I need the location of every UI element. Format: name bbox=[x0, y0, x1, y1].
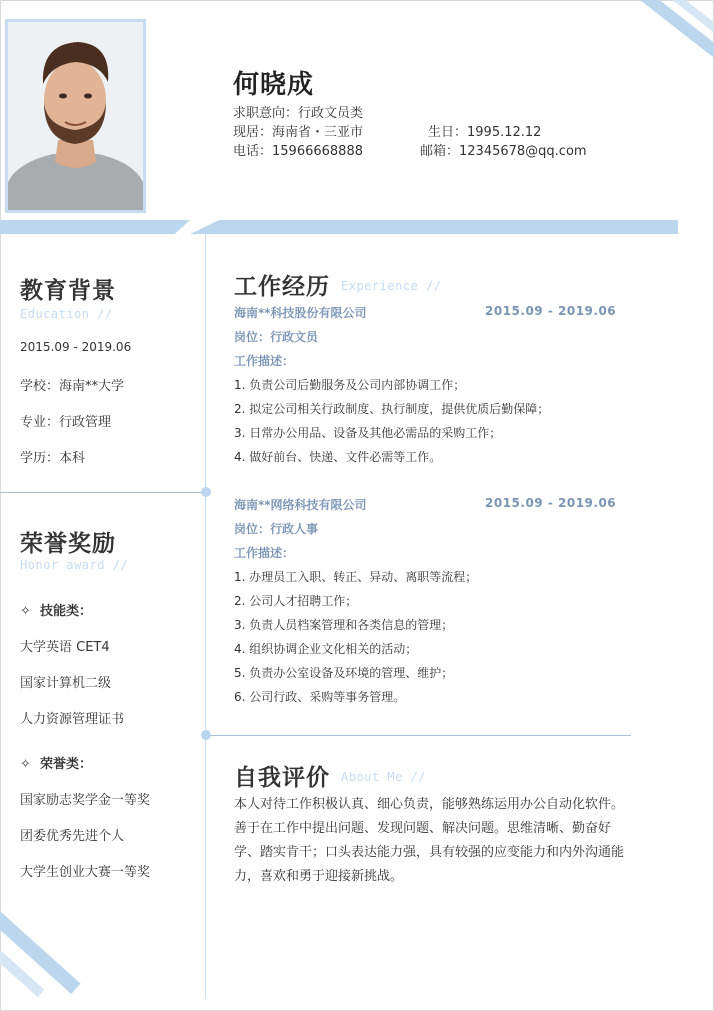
skills-heading-label: 技能类： bbox=[39, 604, 92, 619]
job-duty: 4. 组织协调企业文化相关的活动； bbox=[234, 642, 418, 656]
self-eval-text: 本人对待工作积极认真、细心负责，能够熟练运用办公自动化软件。善于在工作中提出问题、发现问题、解决问题。思维清晰、勤奋好学、踏实肯干；口头表达能力强，具有较强的应变能力和内外沟通能力，喜欢和勇于迎接新挑战。 bbox=[234, 797, 625, 884]
awards-heading-label: 荣誉类： bbox=[39, 757, 92, 772]
job-position: 岗位：行政人事 bbox=[234, 522, 319, 536]
job-duty: 3. 负责人员档案管理和各类信息的管理； bbox=[234, 618, 454, 632]
education-major: 专业：行政管理 bbox=[20, 415, 112, 430]
diamond-icon: ✧ bbox=[20, 757, 31, 772]
honors-title: 荣誉奖励 bbox=[20, 531, 116, 557]
experience-title: 工作经历 bbox=[234, 274, 330, 300]
candidate-name: 何晓成 bbox=[233, 70, 315, 100]
job-duty: 1. 办理员工入职、转正、异动、离职等流程； bbox=[234, 570, 478, 584]
diamond-icon: ✧ bbox=[20, 604, 31, 619]
right-section-divider bbox=[206, 735, 631, 736]
award-item: 大学生创业大赛一等奖 bbox=[20, 865, 151, 880]
job-duty: 5. 负责办公室设备及环境的管理、维护； bbox=[234, 666, 454, 680]
self-eval-title: 自我评价 bbox=[234, 765, 330, 791]
awards-heading bbox=[20, 753, 92, 772]
birthday: 生日：1995.12.12 bbox=[428, 125, 542, 140]
phone: 电话：15966668888 bbox=[233, 144, 363, 159]
skill-item: 人力资源管理证书 bbox=[20, 712, 125, 727]
job-duty: 1. 负责公司后勤服务及公司内部协调工作； bbox=[234, 378, 466, 392]
award-item: 团委优秀先进个人 bbox=[20, 829, 125, 844]
job-position: 岗位：行政文员 bbox=[234, 330, 319, 344]
skill-item: 大学英语 CET4 bbox=[20, 640, 110, 655]
column-divider bbox=[205, 234, 206, 999]
divider-dot-left bbox=[201, 487, 211, 497]
education-school: 学校：海南**大学 bbox=[20, 379, 125, 394]
divider-dot-right bbox=[201, 730, 211, 740]
education-title: 教育背景 bbox=[20, 278, 116, 304]
job-company: 海南**网络科技有限公司 bbox=[234, 498, 367, 512]
skills-heading bbox=[20, 600, 92, 619]
job-intention: 求职意向：行政文员类 bbox=[233, 106, 364, 121]
job-desc-label: 工作描述： bbox=[234, 354, 295, 368]
job-duty: 2. 拟定公司相关行政制度、执行制度，提供优质后勤保障； bbox=[234, 402, 550, 416]
email: 邮箱：12345678@qq.com bbox=[420, 144, 587, 159]
job-duty: 4. 做好前台、快递、文件必需等工作。 bbox=[234, 450, 442, 464]
header-band-right bbox=[190, 220, 678, 234]
experience-title-en: Experience // bbox=[341, 279, 442, 293]
education-degree: 学历：本科 bbox=[20, 451, 86, 466]
education-period: 2015.09 - 2019.06 bbox=[20, 340, 132, 354]
education-title-en: Education // bbox=[20, 307, 113, 321]
job-period: 2015.09 - 2019.06 bbox=[485, 304, 617, 318]
award-item: 国家励志奖学金一等奖 bbox=[20, 793, 151, 808]
self-eval-title-en: About Me // bbox=[341, 770, 426, 784]
profile-photo bbox=[5, 19, 146, 213]
job-duty: 6. 公司行政、采购等事务管理。 bbox=[234, 690, 406, 704]
avatar-portrait-icon bbox=[8, 22, 143, 210]
skill-item: 国家计算机二级 bbox=[20, 676, 112, 691]
job-desc-label: 工作描述： bbox=[234, 546, 295, 560]
job-duty: 3. 日常办公用品、设备及其他必需品的采购工作； bbox=[234, 426, 502, 440]
job-company: 海南**科技股份有限公司 bbox=[234, 306, 367, 320]
left-section-divider bbox=[0, 492, 204, 493]
job-period: 2015.09 - 2019.06 bbox=[485, 496, 617, 510]
job-duty: 2. 公司人才招聘工作； bbox=[234, 594, 358, 608]
current-location: 现居：海南省・三亚市 bbox=[233, 125, 364, 140]
header-band-left bbox=[0, 220, 190, 234]
honors-title-en: Honor award // bbox=[20, 558, 129, 572]
